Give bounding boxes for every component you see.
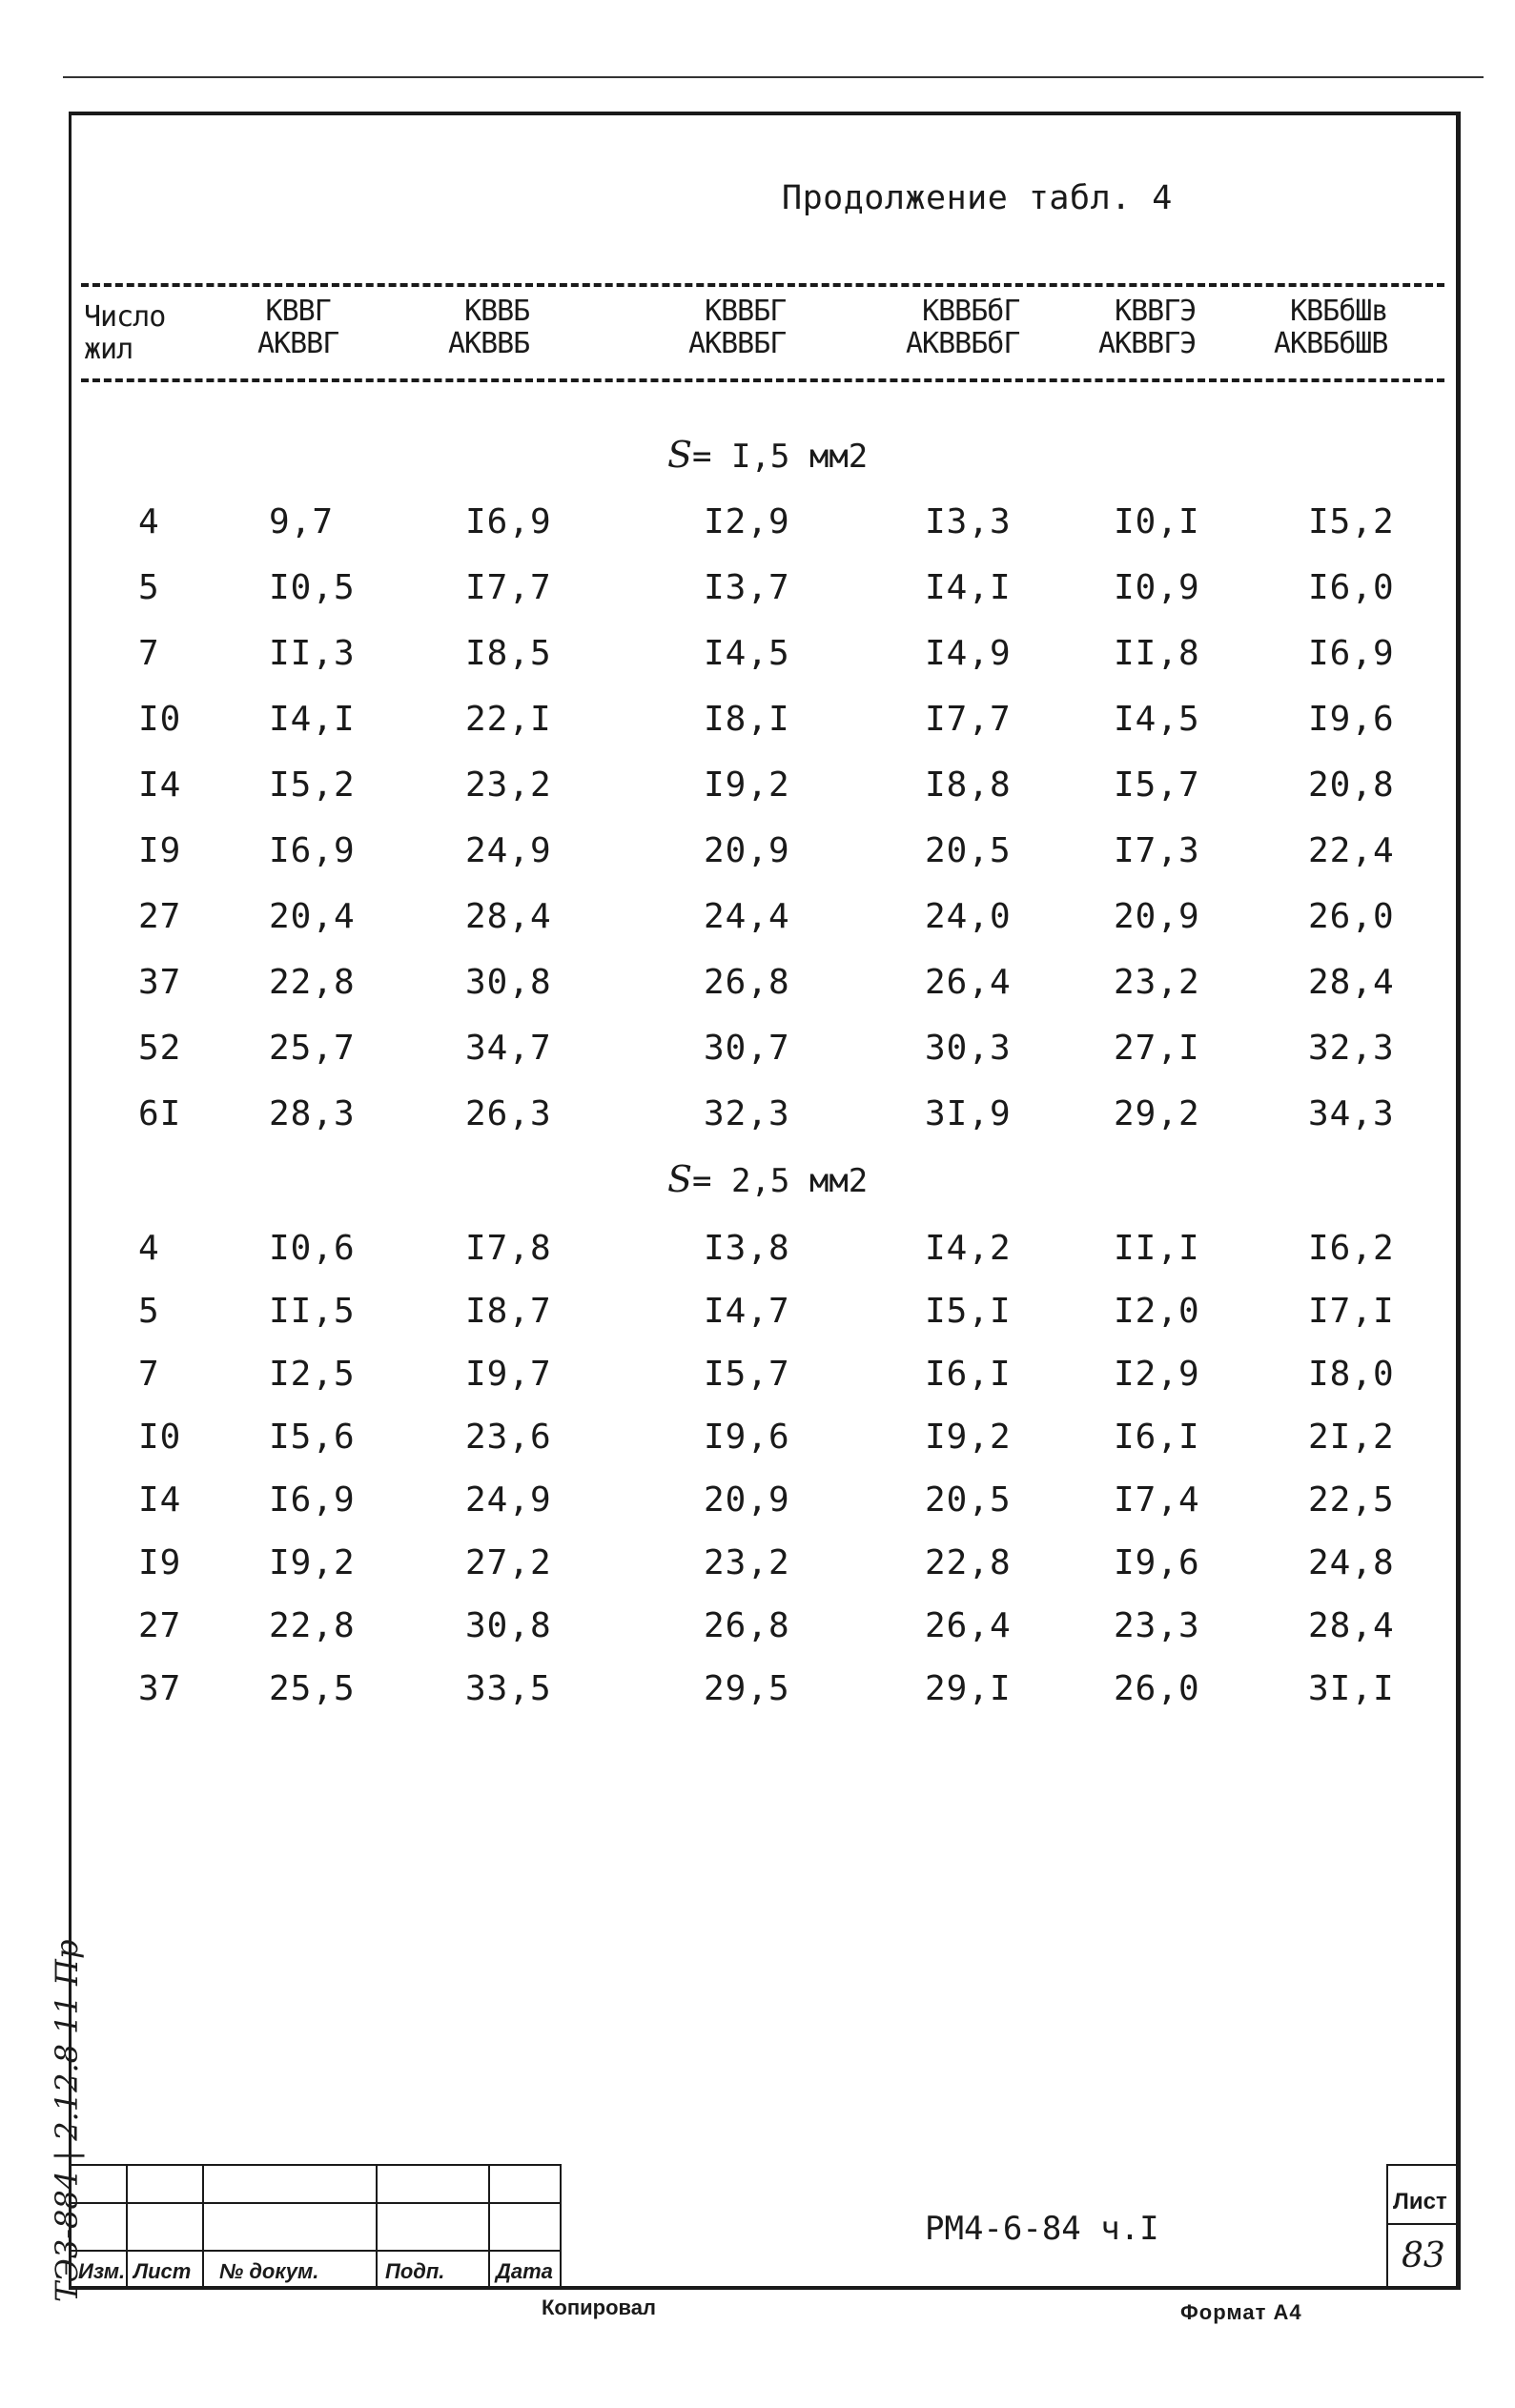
tb-line (69, 2202, 560, 2204)
cell-value: 27,I (1114, 1029, 1200, 1068)
table-row (0, 700, 1515, 747)
cell-value: 28,4 (1308, 1606, 1395, 1645)
tb-izm-label: Изм. (78, 2259, 126, 2283)
cell-value: I6,9 (269, 831, 356, 870)
cell-value: 29,5 (704, 1669, 790, 1708)
table-row (0, 502, 1515, 550)
tb-list-label: Лист (133, 2259, 192, 2283)
table-row (0, 765, 1515, 813)
cell-core-count: 5 (138, 568, 160, 607)
cell-value: I6,I (925, 1355, 1012, 1394)
cell-core-count: I9 (138, 831, 182, 870)
col-header-kvvb (448, 296, 529, 360)
cell-core-count: 6I (138, 1094, 182, 1133)
cell-value: 28,4 (465, 897, 552, 936)
sheet-number: 83 (1402, 2236, 1445, 2275)
cell-value: 3I,9 (925, 1094, 1012, 1133)
cell-value: I2,9 (704, 502, 790, 541)
cell-value: I7,4 (1114, 1480, 1200, 1520)
cell-value: I5,6 (269, 1418, 356, 1457)
document-number: РМ4-6-84 ч.I (925, 2210, 1159, 2248)
cell-value: I0,5 (269, 568, 356, 607)
cell-value: I7,7 (465, 568, 552, 607)
cell-value: II,8 (1114, 634, 1200, 673)
col-header-line2: АКВВГ (257, 327, 339, 360)
cell-value: I0,6 (269, 1229, 356, 1268)
stamp-text: ТЭ3-884 | 2.12.8 11 Пр (49, 1939, 85, 2302)
cell-value: 26,0 (1114, 1669, 1200, 1708)
tb-line (1386, 2164, 1388, 2290)
cell-value: I5,2 (269, 765, 356, 805)
table-row (0, 1292, 1515, 1339)
cell-value: 20,4 (269, 897, 356, 936)
cell-value: 20,5 (925, 1480, 1012, 1520)
table-row (0, 1094, 1515, 1142)
cell-value: I6,9 (1308, 634, 1395, 673)
cell-value: I4,5 (704, 634, 790, 673)
cell-value: 24,4 (704, 897, 790, 936)
cell-value: I5,2 (1308, 502, 1395, 541)
cell-value: I8,8 (925, 765, 1012, 805)
cell-value: 28,3 (269, 1094, 356, 1133)
cell-value: I4,7 (704, 1292, 790, 1331)
cell-value: 26,4 (925, 1606, 1012, 1645)
tb-line (1386, 2164, 1461, 2166)
tb-line (69, 2250, 560, 2252)
cell-value: 23,2 (465, 765, 552, 805)
cell-value: I9,2 (925, 1418, 1012, 1457)
cell-value: 22,4 (1308, 831, 1395, 870)
cell-value: 24,9 (465, 831, 552, 870)
col-header-line2: АКВВБГ (688, 327, 787, 360)
col-header-line2: АКВБбШВ (1274, 327, 1388, 360)
tb-doc-label: № докум. (219, 2259, 319, 2283)
cell-value: II,3 (269, 634, 356, 673)
cell-core-count: I4 (138, 765, 182, 805)
cell-value: 20,8 (1308, 765, 1395, 805)
section-symbol: S (667, 434, 693, 476)
cell-core-count: 7 (138, 1355, 160, 1394)
cell-core-count: 5 (138, 1292, 160, 1331)
table-row (0, 568, 1515, 616)
table-row (0, 1480, 1515, 1528)
cell-value: I9,2 (269, 1543, 356, 1582)
tb-line (69, 2164, 560, 2166)
cell-value: I7,8 (465, 1229, 552, 1268)
col-header-kvvbbg (906, 296, 1019, 360)
col-header-line1: Число (84, 300, 166, 334)
table-row (0, 634, 1515, 682)
col-header-line1: КВВБ (464, 295, 530, 328)
cell-value: 32,3 (1308, 1029, 1395, 1068)
cell-value: I2,5 (269, 1355, 356, 1394)
cell-value: I0,I (1114, 502, 1200, 541)
cell-value: I2,0 (1114, 1292, 1200, 1331)
section-2-5-mm2 (667, 1158, 868, 1200)
table-row (0, 1229, 1515, 1276)
sheet-label: Лист (1393, 2189, 1447, 2214)
cell-value: 22,8 (269, 963, 356, 1002)
col-header-line1: КВБбШв (1290, 295, 1388, 328)
cell-value: I4,5 (1114, 700, 1200, 739)
cell-value: 30,8 (465, 1606, 552, 1645)
cell-core-count: 37 (138, 1669, 182, 1708)
cell-value: 23,2 (1114, 963, 1200, 1002)
cell-value: I9,6 (704, 1418, 790, 1457)
col-header-line2: АКВВБ (448, 327, 530, 360)
cell-core-count: 27 (138, 1606, 182, 1645)
cell-value: 26,3 (465, 1094, 552, 1133)
cell-value: 25,7 (269, 1029, 356, 1068)
cell-core-count: I9 (138, 1543, 182, 1582)
cell-value: I3,3 (925, 502, 1012, 541)
cell-value: I5,7 (704, 1355, 790, 1394)
cell-value: 22,8 (925, 1543, 1012, 1582)
cell-value: I8,I (704, 700, 790, 739)
col-header-kvvbg (688, 296, 786, 360)
cell-value: 26,8 (704, 1606, 790, 1645)
col-header-line2: АКВВГЭ (1098, 327, 1197, 360)
title-block (69, 2164, 1461, 2290)
table-row (0, 1543, 1515, 1591)
cell-value: I8,0 (1308, 1355, 1395, 1394)
cell-value: 23,6 (465, 1418, 552, 1457)
cell-value: I9,6 (1308, 700, 1395, 739)
cell-value: 26,8 (704, 963, 790, 1002)
cell-value: I6,2 (1308, 1229, 1395, 1268)
copied-by-label: Копировал (542, 2296, 657, 2319)
header-bottom-dashed-rule (81, 378, 1444, 382)
cell-value: 24,0 (925, 897, 1012, 936)
cell-value: 24,8 (1308, 1543, 1395, 1582)
col-header-line1: КВВГЭ (1115, 295, 1197, 328)
cell-core-count: 27 (138, 897, 182, 936)
format-label: Формат А4 (1180, 2300, 1302, 2324)
section-1-5-mm2 (667, 434, 868, 476)
cell-value: I4,2 (925, 1229, 1012, 1268)
cell-value: 30,7 (704, 1029, 790, 1068)
cell-value: 9,7 (269, 502, 335, 541)
cell-value: 24,9 (465, 1480, 552, 1520)
cell-value: 27,2 (465, 1543, 552, 1582)
cell-value: 23,2 (704, 1543, 790, 1582)
cell-value: I8,5 (465, 634, 552, 673)
cell-value: I4,I (925, 568, 1012, 607)
col-header-line1: КВВБГ (705, 295, 787, 328)
table-row (0, 1606, 1515, 1654)
cell-value: 3I,I (1308, 1669, 1395, 1708)
section-label: = I,5 мм2 (692, 438, 869, 476)
table-row (0, 897, 1515, 945)
cell-value: I0,9 (1114, 568, 1200, 607)
cell-value: 20,9 (704, 831, 790, 870)
cell-value: I6,9 (465, 502, 552, 541)
cell-value: I8,7 (465, 1292, 552, 1331)
cell-value: I3,7 (704, 568, 790, 607)
cell-value: 32,3 (704, 1094, 790, 1133)
cell-value: I6,9 (269, 1480, 356, 1520)
cell-value: II,I (1114, 1229, 1200, 1268)
cell-value: 20,5 (925, 831, 1012, 870)
cell-value: 20,9 (1114, 897, 1200, 936)
table-row (0, 1418, 1515, 1465)
cell-value: I6,I (1114, 1418, 1200, 1457)
cell-value: 22,I (465, 700, 552, 739)
cell-value: 34,3 (1308, 1094, 1395, 1133)
cell-value: I7,3 (1114, 831, 1200, 870)
table-continuation-heading: Продолжение табл. 4 (782, 179, 1173, 217)
table-row (0, 1355, 1515, 1402)
tb-line (126, 2164, 128, 2290)
col-header-line2: АКВВБбГ (906, 327, 1020, 360)
cell-core-count: I0 (138, 1418, 182, 1457)
cell-value: 28,4 (1308, 963, 1395, 1002)
cell-value: I3,8 (704, 1229, 790, 1268)
cell-value: I9,2 (704, 765, 790, 805)
cell-core-count: 4 (138, 502, 160, 541)
cell-value: 25,5 (269, 1669, 356, 1708)
tb-line (1386, 2223, 1461, 2225)
cell-value: 33,5 (465, 1669, 552, 1708)
col-header-kvbbshv (1274, 296, 1387, 360)
cell-value: I7,7 (925, 700, 1012, 739)
cell-value: 26,0 (1308, 897, 1395, 936)
cell-value: 22,5 (1308, 1480, 1395, 1520)
col-header-cores (84, 301, 165, 366)
cell-value: 30,8 (465, 963, 552, 1002)
cell-core-count: I4 (138, 1480, 182, 1520)
section-symbol: S (667, 1158, 693, 1200)
cell-value: I5,I (925, 1292, 1012, 1331)
table-row (0, 1029, 1515, 1076)
cell-value: 20,9 (704, 1480, 790, 1520)
tb-line (376, 2164, 378, 2290)
top-rule (63, 76, 1484, 78)
tb-line (488, 2164, 490, 2290)
tb-line (560, 2164, 562, 2290)
col-header-kvvg (257, 296, 338, 360)
cell-value: I5,7 (1114, 765, 1200, 805)
cell-value: 26,4 (925, 963, 1012, 1002)
header-top-dashed-rule (81, 283, 1444, 287)
tb-sign-label: Подп. (385, 2259, 445, 2283)
cell-value: I4,I (269, 700, 356, 739)
col-header-kvvge (1098, 296, 1196, 360)
cell-value: II,5 (269, 1292, 356, 1331)
cell-value: I9,7 (465, 1355, 552, 1394)
cell-value: I2,9 (1114, 1355, 1200, 1394)
cell-core-count: 52 (138, 1029, 182, 1068)
table-row (0, 963, 1515, 1010)
cell-value: I7,I (1308, 1292, 1395, 1331)
tb-line (202, 2164, 204, 2290)
section-label: = 2,5 мм2 (692, 1162, 869, 1200)
cell-value: I9,6 (1114, 1543, 1200, 1582)
col-header-line1: КВВБбГ (922, 295, 1020, 328)
col-header-line2: жил (84, 333, 133, 366)
cell-core-count: 37 (138, 963, 182, 1002)
cell-value: I4,9 (925, 634, 1012, 673)
cell-value: 29,2 (1114, 1094, 1200, 1133)
table-row (0, 1669, 1515, 1717)
tb-date-label: Дата (496, 2259, 553, 2283)
cell-value: 2I,2 (1308, 1418, 1395, 1457)
cell-core-count: I0 (138, 700, 182, 739)
cell-value: 29,I (925, 1669, 1012, 1708)
table-row (0, 831, 1515, 879)
cell-value: 23,3 (1114, 1606, 1200, 1645)
cell-value: 34,7 (465, 1029, 552, 1068)
col-header-line1: КВВГ (265, 295, 331, 328)
cell-core-count: 7 (138, 634, 160, 673)
cell-value: 30,3 (925, 1029, 1012, 1068)
cell-value: I6,0 (1308, 568, 1395, 607)
cell-core-count: 4 (138, 1229, 160, 1268)
cell-value: 22,8 (269, 1606, 356, 1645)
